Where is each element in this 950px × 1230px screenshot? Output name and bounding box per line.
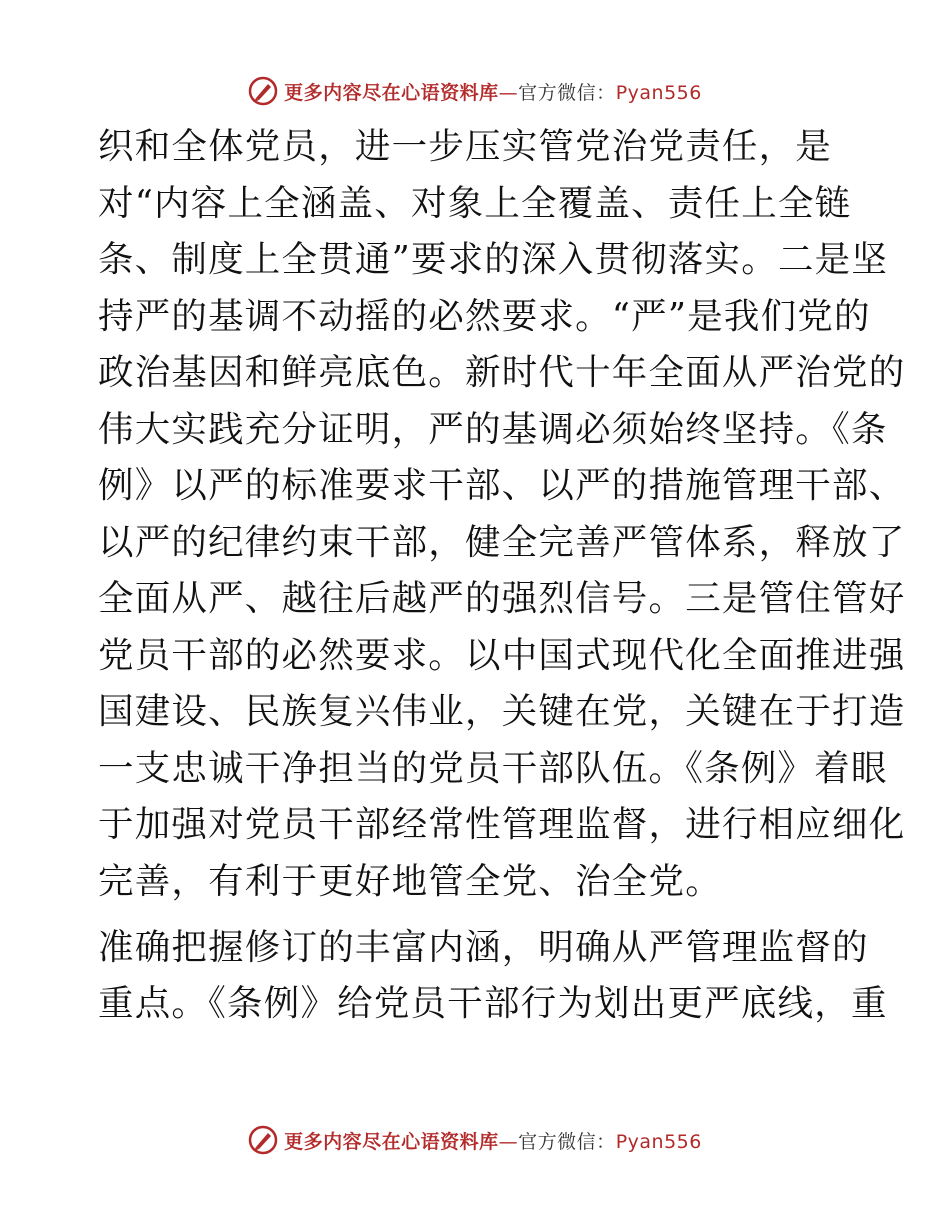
footer-account: Pyan556 bbox=[615, 1130, 702, 1153]
body-line: 完善，有利于更好地管全党、治全党。 bbox=[98, 860, 722, 902]
header-account: Pyan556 bbox=[615, 81, 702, 104]
header-banner-text bbox=[284, 78, 702, 105]
page-footer-banner bbox=[0, 1120, 950, 1160]
header-wechat-label: 官方微信： bbox=[518, 81, 616, 104]
body-line: 于加强对党员干部经常性管理监督，进行相应细化 bbox=[98, 804, 906, 845]
body-line: 对“内容上全涵盖、对象上全覆盖、责任上全链 bbox=[98, 182, 852, 224]
body-line: 准确把握修订的丰富内涵，明确从严管理监督的 bbox=[98, 926, 869, 968]
body-line: 政治基因和鲜亮底色。新时代十年全面从严治党的 bbox=[98, 352, 906, 393]
body-line: 重点。《条例》给党员干部行为划出更严底线，重 bbox=[98, 983, 888, 1024]
footer-wechat-label: 官方微信： bbox=[518, 1130, 616, 1153]
pen-logo-icon bbox=[248, 1125, 278, 1155]
header-brand: 更多内容尽在心语资料库 bbox=[284, 81, 499, 104]
body-line: 织和全体党员，进一步压实管党治党责任，是 bbox=[98, 126, 833, 167]
page-header-banner bbox=[0, 71, 950, 111]
body-line: 一支忠诚干净担当的党员干部队伍。《条例》着眼 bbox=[98, 747, 888, 789]
body-line: 党员干部的必然要求。以中国式现代化全面推进强 bbox=[98, 634, 906, 676]
body-line: 伟大实践充分证明，严的基调必须始终坚持。《条 bbox=[98, 408, 888, 450]
body-line: 持严的基调不动摇的必然要求。“严”是我们党的 bbox=[98, 295, 871, 337]
pen-logo-icon bbox=[248, 76, 278, 106]
footer-dash: — bbox=[498, 1130, 519, 1153]
footer-banner-text bbox=[284, 1127, 702, 1154]
footer-brand: 更多内容尽在心语资料库 bbox=[284, 1130, 499, 1153]
document-body bbox=[98, 122, 906, 1036]
body-line: 例》以严的标准要求干部、以严的措施管理干部、 bbox=[98, 465, 906, 506]
body-line: 条、制度上全贯通”要求的深入贯彻落实。二是坚 bbox=[98, 239, 889, 280]
body-line: 以严的纪律约束干部，健全完善严管体系，释放了 bbox=[98, 521, 906, 563]
header-dash: — bbox=[498, 81, 519, 104]
body-line: 全面从严、越往后越严的强烈信号。三是管住管好 bbox=[98, 578, 906, 619]
body-line: 国建设、民族复兴伟业，关键在党，关键在于打造 bbox=[98, 691, 906, 732]
